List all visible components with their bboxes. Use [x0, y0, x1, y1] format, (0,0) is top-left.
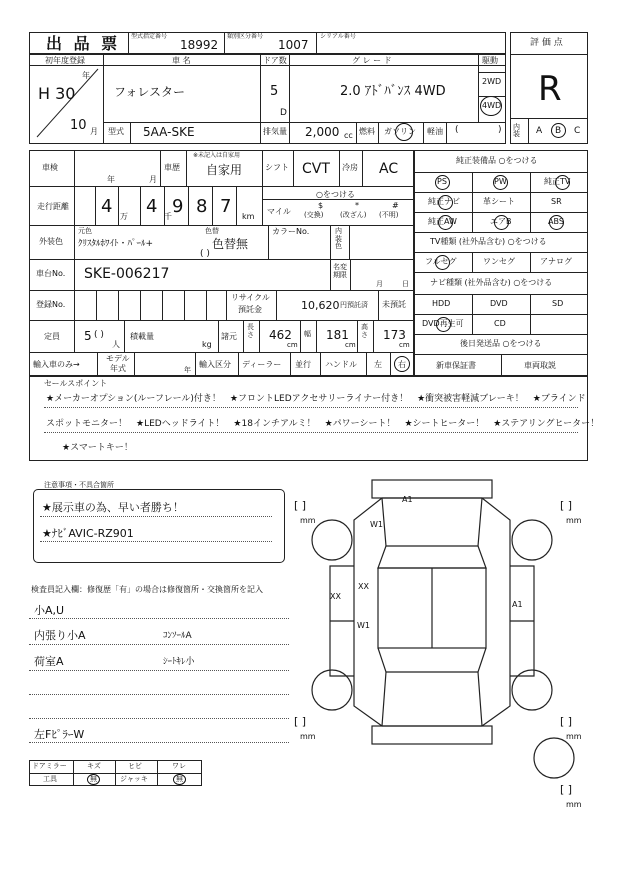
model-year-unit: 年: [184, 366, 191, 374]
equip-pw: PW: [494, 177, 507, 186]
reg-era: H 30: [38, 84, 76, 103]
recycle-label: リサイクル: [231, 293, 270, 302]
chassis: SKE-006217: [84, 266, 170, 282]
tools-cell: 無: [176, 775, 183, 783]
man-unit: 万: [120, 212, 128, 221]
tire-mm-spare: mm: [566, 800, 582, 809]
ac-label: 冷房: [342, 163, 358, 172]
hgt-label: 高さ: [361, 323, 368, 339]
wheel-fl: [312, 520, 352, 560]
nc-month-unit: 月: [376, 280, 383, 288]
tire-bracket-fr: [ ]: [560, 499, 573, 512]
first-reg-label: 初年度登録: [45, 56, 85, 65]
mileage-label: 走行距離: [37, 202, 69, 211]
model-year-label: モデル: [106, 354, 130, 363]
sales-line: スポットモニター！ ★LEDヘッドライト！ ★18インチアルミ！ ★パワーシート！ ★シートヒーター！ ★ステアリングヒーター！: [46, 419, 600, 429]
inspector-line-left: 内張り小A: [34, 629, 86, 642]
car-diagram: [290, 476, 590, 786]
doc-title: 後日発送品 ○をつける: [460, 339, 542, 348]
tools-hdr: ワレ: [172, 762, 186, 770]
inspector-line-left: 荷室A: [34, 655, 64, 668]
doors: 5: [270, 84, 279, 99]
name-change-label: 名変期限: [333, 263, 347, 279]
note-line: ★ﾅﾋﾞAVIC-RZ901: [42, 527, 134, 540]
drive-2wd: 2WD: [482, 77, 502, 86]
nav-sd: SD: [552, 299, 564, 308]
reg-month-unit: 月: [90, 127, 98, 136]
equip-abs: ABS: [548, 217, 564, 226]
front-bumper: [372, 480, 492, 498]
equip-airbag: エアB: [490, 217, 512, 226]
handle-label: ハンドル: [325, 360, 357, 369]
nav-dvd: DVD: [490, 299, 508, 308]
tv-circle: [555, 175, 570, 190]
color-label: 外装色: [39, 237, 63, 246]
recycle-unpaid: 未預託: [382, 300, 406, 309]
sheet-title: 出 品 票: [46, 34, 121, 53]
recycle-amount: 10,620: [301, 299, 340, 312]
drive-label: 駆動: [482, 56, 498, 65]
note-line: ★展示車の為、早い者勝ち！: [42, 501, 184, 514]
mark-a1-front: A1: [402, 495, 413, 504]
tire-bracket-rr: [ ]: [560, 715, 573, 728]
load-label: 積載量: [130, 332, 154, 341]
trunk: [382, 672, 482, 726]
color-change: 色替無: [212, 237, 249, 251]
shaken-month-unit: 月: [149, 175, 157, 184]
fuel-label: 燃料: [359, 127, 375, 136]
len-label: 長さ: [247, 323, 254, 339]
import-label: 輸入車のみ→: [33, 360, 80, 369]
serial-label: シリアル番号: [320, 33, 356, 40]
airbag-circle: [494, 215, 509, 230]
mark-xx-left: XX: [330, 592, 341, 601]
orig-color-label: 元色: [78, 227, 92, 235]
doc-warranty: 新車保証書: [436, 361, 476, 370]
nc-day-unit: 日: [402, 280, 409, 288]
colorno-label: カラーNo.: [272, 227, 310, 236]
mark-xx-roof: XX: [358, 582, 369, 591]
shift: CVT: [302, 161, 330, 177]
wheel-fr: [512, 520, 552, 560]
mark-w1-windshield: W1: [370, 520, 383, 529]
sales-line: ★スマートキー！: [62, 443, 133, 453]
grade-value: R: [538, 69, 562, 109]
tools-cell: ジャッキ: [120, 775, 148, 783]
tv-fullseg: フルセグ: [425, 257, 457, 266]
mile-label: マイル: [267, 207, 291, 216]
tv-analog: アナログ: [540, 257, 572, 266]
tools-cell: 工具: [43, 775, 57, 783]
reg-month: 10: [70, 118, 87, 133]
nav-title: ナビ種類 (社外品含む) ○をつける: [430, 278, 553, 287]
tv-title: TV種類 (社外品含む) ○をつける: [430, 237, 547, 246]
hood: [382, 495, 482, 546]
inspector-line-right: ｺﾝｿｰﾙA: [163, 631, 192, 641]
chassis-label: 車台No.: [36, 269, 66, 278]
interior-b-circle: [551, 123, 566, 138]
equip-leather: 革シート: [483, 197, 515, 206]
exchange-label: (交換): [304, 211, 324, 219]
wid-label: 幅: [304, 330, 311, 338]
equip-ps: PS: [437, 177, 447, 186]
wid-unit: cm: [345, 341, 356, 349]
aw-circle: [438, 215, 453, 230]
parallel: 並行: [295, 360, 311, 369]
tire-mm-rl: mm: [300, 732, 316, 741]
tamper-label: (改ざん): [340, 211, 367, 219]
displacement-label: 排気量: [263, 127, 287, 136]
reg-year-unit: 年: [82, 71, 90, 80]
dealer: ディーラー: [242, 360, 282, 369]
windshield: [378, 546, 486, 568]
drive-4wd: 4WD: [482, 101, 502, 110]
pw-circle: [493, 175, 508, 190]
inspector-line-right: ｼｰﾄｷﾚ小: [163, 657, 195, 667]
color-paren: ( ): [200, 249, 210, 259]
inspector-line-left: 小A,U: [34, 604, 65, 617]
rear-window: [378, 648, 486, 672]
unknown-label: (不明): [379, 211, 399, 219]
interior-color-label: 内装色: [335, 227, 342, 251]
cc-unit: cc: [344, 131, 353, 140]
model-label: 型式: [108, 127, 124, 136]
len-unit: cm: [287, 341, 298, 349]
ps-circle: [435, 175, 450, 190]
import-class-label: 輸入区分: [199, 360, 231, 369]
interior-label: 内装: [513, 123, 520, 138]
person-unit: 人: [112, 340, 120, 349]
ac: AC: [379, 161, 399, 177]
reg-label: 登録No.: [36, 300, 66, 309]
height: 173: [383, 328, 406, 342]
type-approval-value: 18992: [180, 38, 219, 52]
equip-sr: SR: [551, 197, 562, 206]
door-type: D: [280, 108, 287, 118]
jack-none-circle: [173, 774, 186, 785]
interior-a: A: [536, 126, 543, 136]
mileage-digit: 4: [101, 196, 113, 217]
width: 181: [326, 328, 349, 342]
navi-circle: [438, 195, 453, 210]
tools-hdr: ヒビ: [128, 762, 142, 770]
tire-mm-rr: mm: [566, 732, 582, 741]
fullseg-circle: [435, 255, 450, 270]
mileage-digit: 7: [220, 196, 232, 217]
shaken-year-unit: 年: [107, 175, 115, 184]
nav-hdd: HDD: [432, 299, 451, 308]
hgt-unit: cm: [399, 341, 410, 349]
handle-left: 左: [374, 360, 382, 369]
fuel-gas: ガソリン: [384, 127, 416, 136]
notes-label: 注意事項・不具合箇所: [44, 481, 114, 489]
car-name: フォレスター: [114, 85, 186, 99]
history-label: 車歴: [164, 163, 180, 172]
dvdplay-circle: [436, 317, 451, 332]
tv-oneseg: ワンセグ: [483, 257, 515, 266]
auction-sheet: 出 品 票 型式指定番号 18992 類別区分番号 1007 シリアル番号 評 価 点 R 初年度登録 車 名 ドア数 グ レ ー ド 駆動 H 30 年 10 月 フォレスター 5 D 2.0 ｱﾄﾞﾊﾞﾝｽ 4WD 2WD 4WD 型式 5AA-SKE 排気量 2,000 cc 燃料 ガソリン 軽油 ( ) 内装 A B C 車検 年 月 車歴 ※未記入は自家用 自家用 シフト CVT 冷房 AC 走行距離 4 万 4 千 9 8 7 km ○をつける マイル $ (交換) * (改ざん) # (不明) 外装色 元色 ｸﾘｽﾀﾙﾎﾜｲﾄ・ﾊﾟｰﾙ+ 色替 色替無 ( ) カラーNo. 内装色 車台No. SKE-006217 名変期限 月 日 登録No. リサイクル 預託金 10,620 円預託済 未預託 定員 5 ( ) 人 積載量 kg 諸元 長さ 462 cm 幅 181 cm 高さ 173 cm 輸入車のみ→ モデル 年式 年 輸入区分 ディーラー 並行 ハンドル 左 右 純正装備品 ○をつける PS PW 純正TV 純正ナビ 革シート SR 純正AW エアB ABS TV種類 (社外品含む) ○をつける フルセグ ワンセグ アナログ ナビ種類 (社外品含む) ○をつける HDD DVD SD DVD再生可 CD 後日発送品 ○をつける 新車保証書 車両取説 セールスポイント ★メーカーオプション(ルーフレール)付き！ ★フロントLEDアクセサリーライナー付き！ ★衝突被害軽減ブレーキ！ ★ブラインド スポットモニター！ ★LEDヘッドライト！ ★18インチアルミ！ ★パワーシート！ ★シートヒーター！ ★ステアリングヒーター！ ★スマートキー！ 注意事項・不具合箇所 ★展示車の為、早い者勝ち！ ★ﾅﾋﾞAVIC-RZ901 検査員記入欄：修復歴「有」の場合は修復箇所・交換箇所を記入 小A,U 内張り小A ｺﾝｿｰﾙA 荷室A ｼｰﾄｷﾚ小 左FﾋﾟﾗｰW ドアミラー キズ ヒビ ワレ 工具 無 ジャッキ 無 A1 W1 XX XX A1 W1 [ ] mm [ ] mm [ ] mm [ ] mm [ ] mm: [0, 0, 640, 880]
capacity-label: 定員: [44, 332, 60, 341]
tire-mm-fr: mm: [566, 516, 582, 525]
equipment-title: 純正装備品 ○をつける: [456, 156, 538, 165]
grade-hdr: グ レ ー ド: [352, 56, 392, 65]
abs-circle: [549, 215, 564, 230]
drive-4wd-circle: [480, 96, 502, 116]
km-unit: km: [242, 212, 255, 221]
inspector-line-left: 左FﾋﾟﾗｰW: [34, 728, 85, 741]
mileage-digit: 9: [172, 196, 184, 217]
doc-manual: 車両取説: [524, 361, 556, 370]
capacity-paren: ( ): [94, 330, 104, 340]
sen-unit: 千: [164, 212, 172, 221]
name-label: 車 名: [172, 56, 191, 65]
spare-wheel: [534, 738, 574, 778]
equip-aw: 純正AW: [428, 217, 457, 226]
unknown-sym: #: [392, 201, 399, 210]
class-label: 類別区分番号: [227, 33, 264, 40]
mark-a1-right: A1: [512, 600, 523, 609]
exchange-sym: $: [318, 201, 324, 210]
handle-right-circle: [394, 356, 410, 372]
nav-cd: CD: [494, 319, 506, 328]
shift-label: シフト: [265, 163, 289, 172]
nav-dvdplay: DVD再生可: [422, 319, 464, 328]
interior-c: C: [574, 126, 581, 136]
tool-none-circle: [87, 774, 100, 785]
doors-label: ドア数: [263, 56, 287, 65]
capacity: 5: [84, 329, 92, 343]
orig-color: ｸﾘｽﾀﾙﾎﾜｲﾄ・ﾊﾟｰﾙ+: [78, 239, 154, 249]
tire-bracket-fl: [ ]: [294, 499, 307, 512]
color-sub-label: 色替: [205, 227, 219, 235]
mark-w1-pillar: W1: [357, 621, 370, 630]
displacement: 2,000: [305, 125, 340, 139]
length: 462: [269, 328, 292, 342]
grade-label: 評 価 点: [530, 38, 563, 48]
fuel-diesel: 軽油: [427, 127, 443, 136]
mileage-digit: 8: [196, 196, 208, 217]
history: 自家用: [206, 163, 243, 177]
kg-unit: kg: [202, 340, 212, 349]
sales-line: ★メーカーオプション(ルーフレール)付き！ ★フロントLEDアクセサリーライナー付き！ ★衝突被害軽減ブレーキ！ ★ブラインド: [46, 394, 586, 404]
history-note: ※未記入は自家用: [193, 152, 241, 159]
sales-label: セールスポイント: [44, 379, 108, 388]
rear-bumper: [372, 726, 492, 744]
class-value: 1007: [278, 38, 309, 52]
dim-label: 諸元: [221, 332, 237, 341]
type-approval-label: 型式指定番号: [131, 33, 168, 40]
inspector-label: 検査員記入欄：修復歴「有」の場合は修復箇所・交換箇所を記入: [31, 585, 263, 594]
handle-right: 右: [398, 360, 406, 369]
fuel-gas-circle: [395, 123, 413, 141]
mileage-digit: 4: [146, 196, 158, 217]
tire-bracket-rl: [ ]: [294, 715, 307, 728]
interior-b: B: [555, 126, 562, 136]
tamper-sym: *: [355, 201, 359, 210]
mileage-note: ○をつける: [316, 190, 355, 199]
equip-tv: 純正TV: [544, 177, 571, 186]
tools-hdr: ドアミラー: [32, 762, 67, 770]
shaken-label: 車検: [42, 163, 58, 172]
car-grade: 2.0 ｱﾄﾞﾊﾞﾝｽ 4WD: [340, 84, 446, 99]
tire-mm-fl: mm: [300, 516, 316, 525]
equip-navi: 純正ナビ: [428, 197, 460, 206]
recycle-unit: 円預託済: [340, 301, 368, 309]
model: 5AA-SKE: [143, 125, 195, 139]
tire-bracket-spare: [ ]: [560, 783, 573, 796]
tools-cell: 無: [90, 775, 97, 783]
tools-hdr: キズ: [87, 762, 101, 770]
